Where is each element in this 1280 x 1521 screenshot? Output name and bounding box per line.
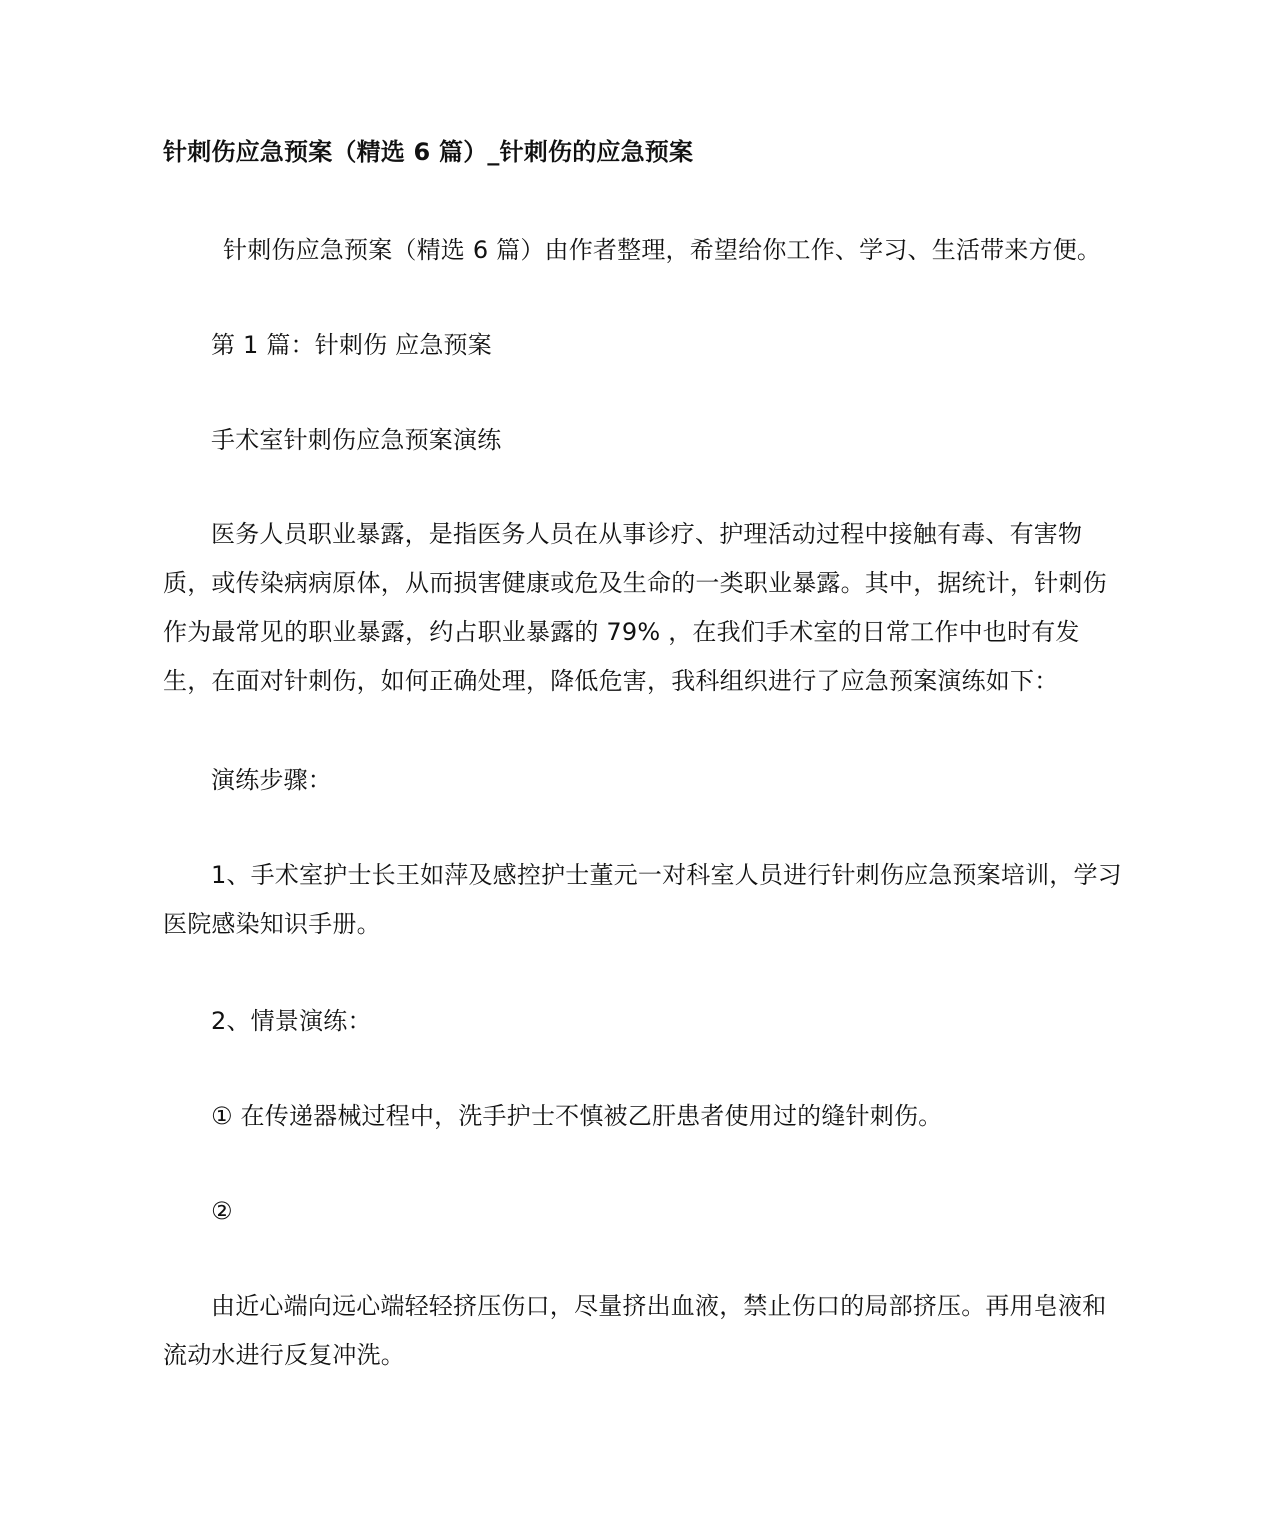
drill-title: 手术室针刺伤应急预案演练 (211, 426, 502, 454)
scene-2-marker: ② (211, 1197, 233, 1225)
body-paragraph: 医务人员职业暴露，是指医务人员在从事诊疗、护理活动过程中接触有毒、有害物质，或传染病病原体，从而损害健康或危及生命的一类职业暴露。其中，据统计，针刺伤作为最常见的职业暴露，约占职业暴露的 79% ，在我们手术室的日常工作中也时有发生，在面对针刺伤，如何正确处理，降低危害，我科组织进行了应急预案演练如下： (163, 520, 1107, 695)
chapter-heading: 第 1 篇：针刺伤 应急预案 (211, 331, 492, 359)
steps-heading: 演练步骤： (211, 766, 332, 794)
scene-1-paragraph: ① 在传递器械过程中，洗手护士不慎被乙肝患者使用过的缝针刺伤。 (211, 1102, 943, 1130)
document-title: 针刺伤应急预案（精选 6 篇）_针刺伤的应急预案 (163, 138, 694, 166)
intro-paragraph: 针刺伤应急预案（精选 6 篇）由作者整理，希望给你工作、学习、生活带来方便。 (223, 236, 1102, 264)
squeeze-instruction-paragraph: 由近心端向远心端轻轻挤压伤口，尽量挤出血液，禁止伤口的局部挤压。再用皂液和流动水进行反复冲洗。 (163, 1292, 1107, 1369)
step-1-paragraph: 1、手术室护士长王如萍及感控护士董元一对科室人员进行针刺伤应急预案培训，学习医院感染知识手册。 (163, 861, 1122, 938)
step-2-paragraph: 2、情景演练： (211, 1007, 372, 1035)
